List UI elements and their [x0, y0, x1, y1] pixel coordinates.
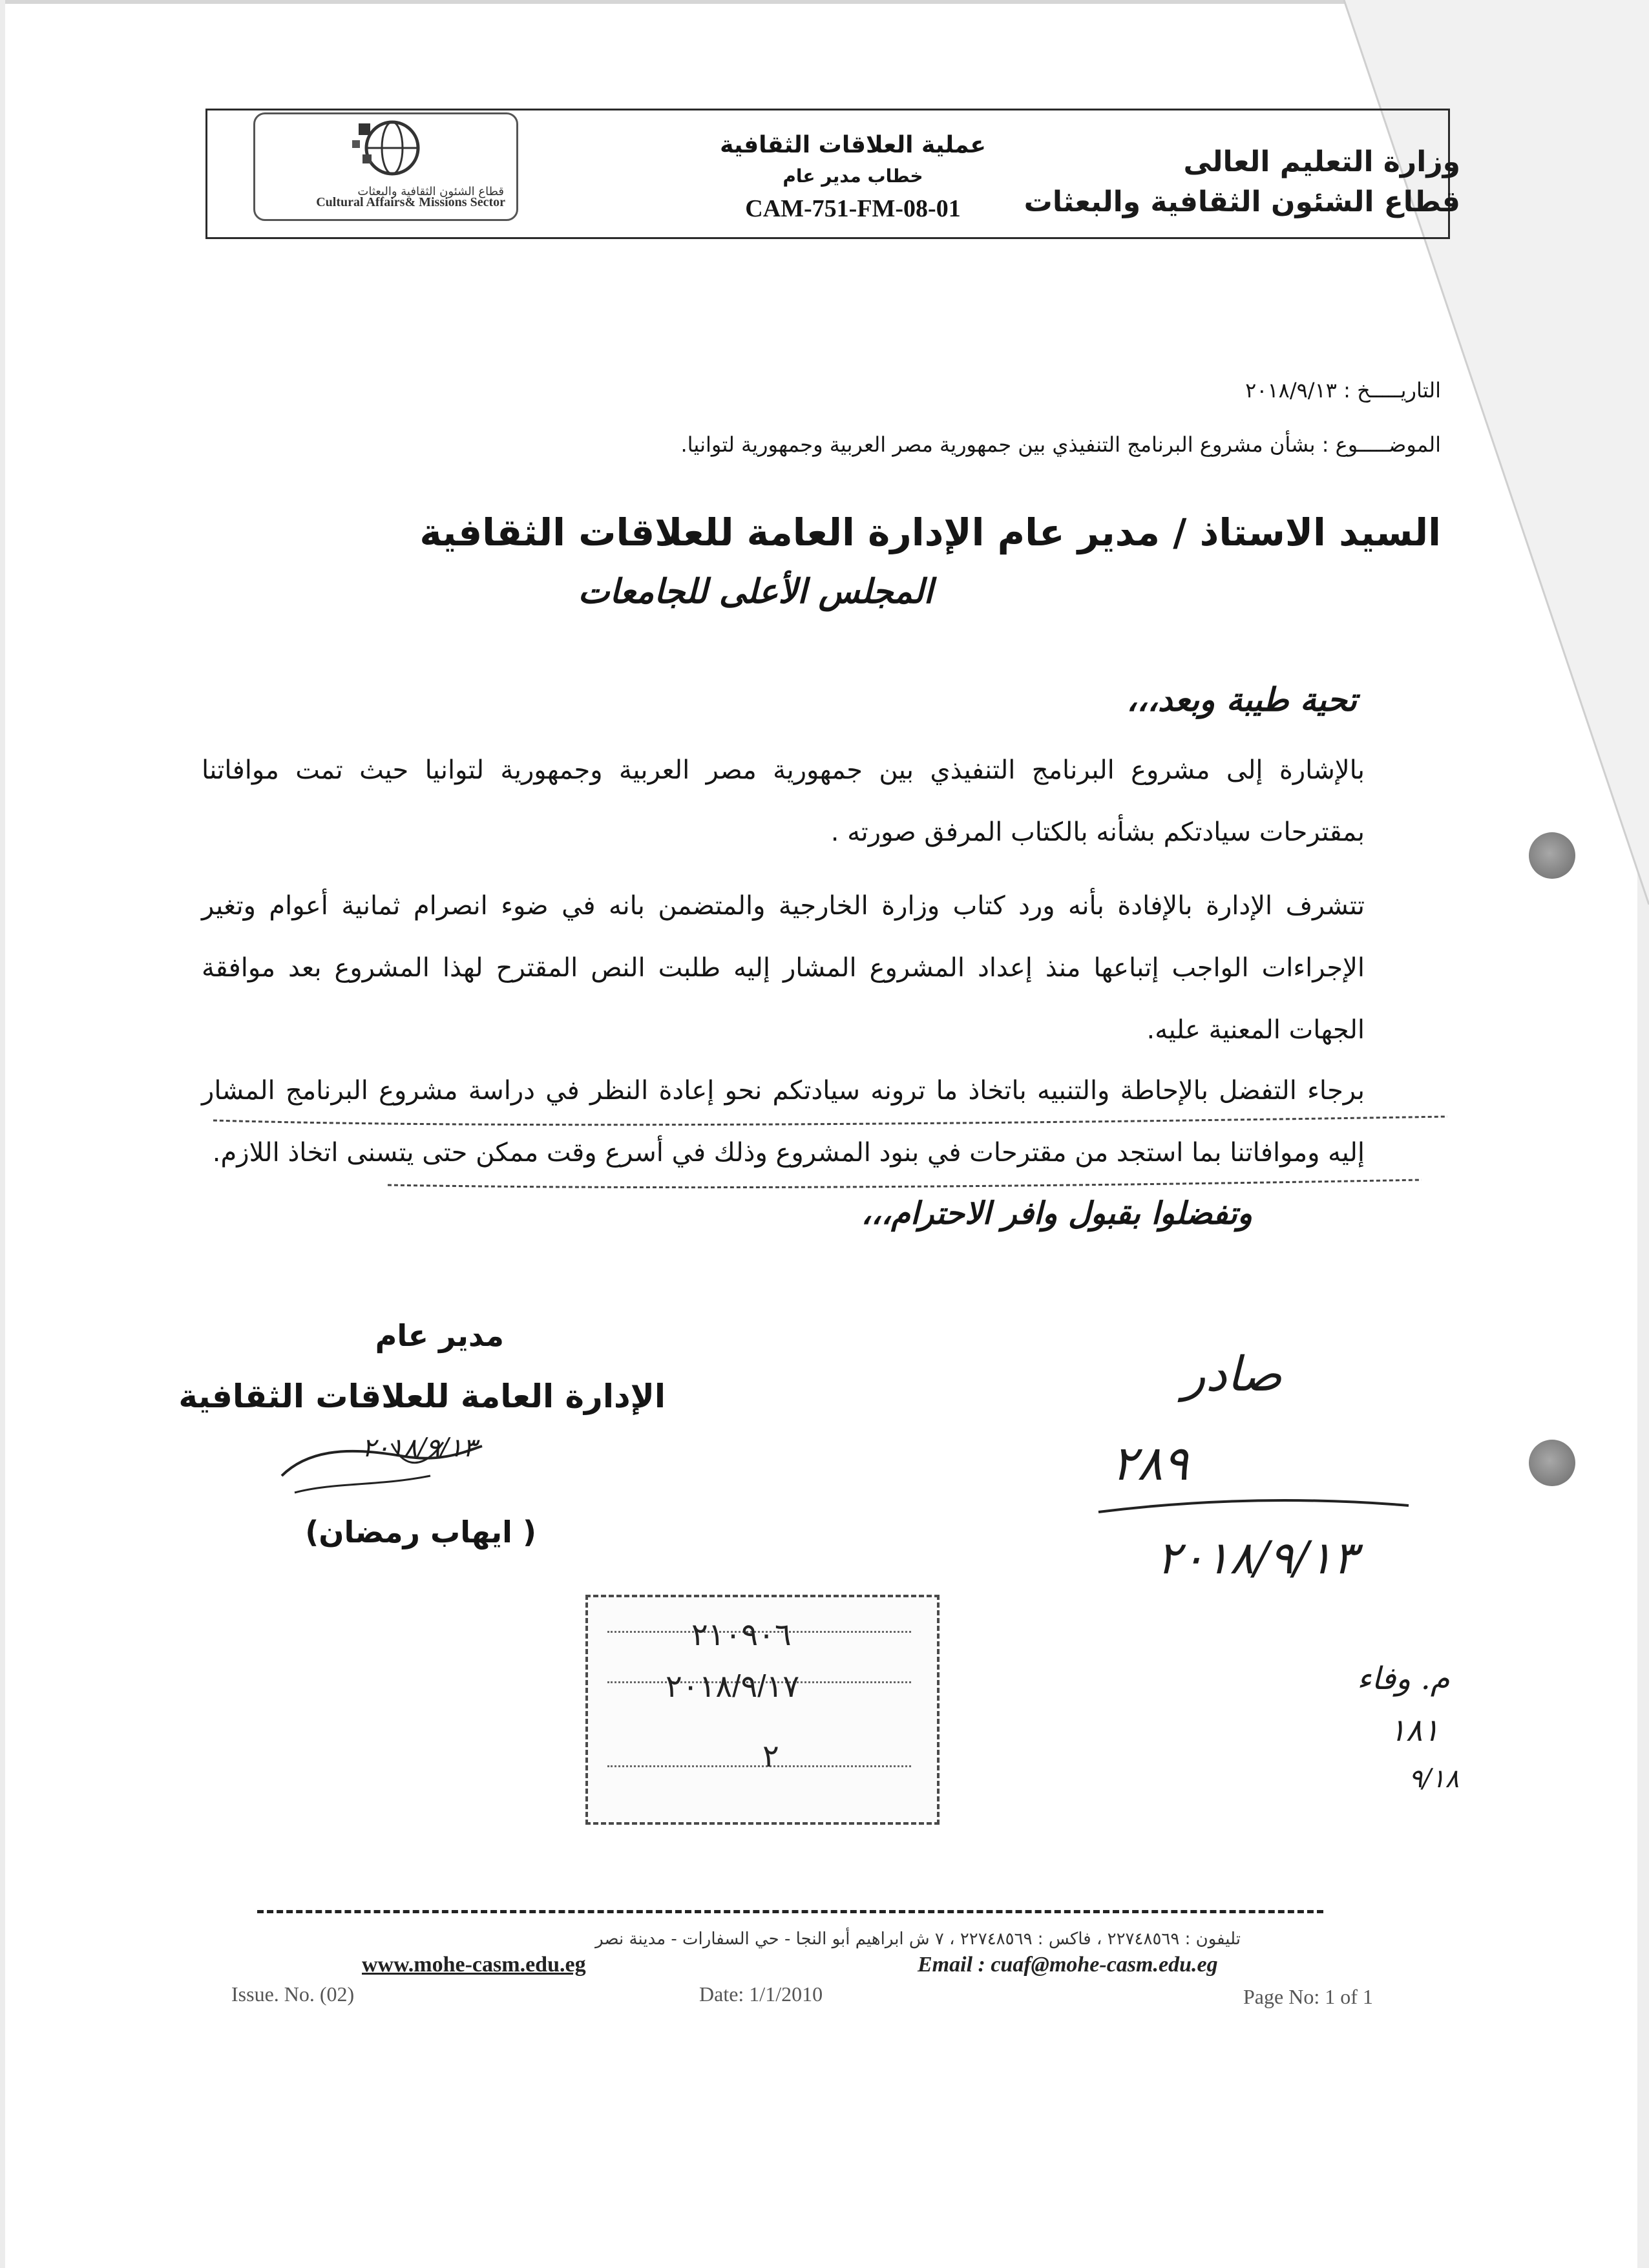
closing-salutation: وتفضلوا بقبول وافر الاحترام،،،	[861, 1195, 1252, 1232]
paragraph-2: تتشرف الإدارة بالإفادة بأنه ورد كتاب وزارة الخارجية والمتضمن بانه في ضوء انصرام ثمانية أعوام وتغير الإجراءات الواجب إتباعها منذ إعداد المشروع المشار إليه طلبت النص المقترح لهذا المشروع بعد موافقة الجهات المعنية عليه.	[202, 891, 1365, 1045]
date-line	[1245, 376, 1441, 404]
footer-issue-number: Issue. No. (02)	[231, 1982, 355, 2006]
signatory-title: مدير عام	[375, 1318, 504, 1353]
punch-hole-bottom	[1529, 1440, 1575, 1486]
ministry-header	[1024, 142, 1460, 222]
scan-edge-left	[0, 0, 5, 2268]
handwritten-side-note-1: م. وفاء	[1357, 1661, 1450, 1697]
greeting: تحية طيبة وبعد،،،	[1126, 681, 1357, 719]
handwritten-note-date: ٢٠١٨/٩/١٣	[1157, 1531, 1358, 1584]
footer-email[interactable]: Email : cuaf@mohe-casm.edu.eg	[918, 1953, 1218, 1977]
stamp-entry-1: ٢١٠٩٠٦	[691, 1618, 792, 1652]
date-value: ٢٠١٨/٩/١٣	[1245, 378, 1337, 403]
ministry-name: وزارة التعليم العالى	[1183, 145, 1460, 178]
registry-stamp	[585, 1595, 940, 1825]
signature-date: ٢٠١٨/٩/١٣	[362, 1433, 477, 1463]
footer-page-number: Page No: 1 of 1	[1243, 1985, 1373, 2008]
subject-value: بشأن مشروع البرنامج التنفيذي بين جمهورية مصر العربية وجمهورية لتوانيا.	[680, 432, 1316, 457]
operation-title: عملية العلاقات الثقافية	[720, 132, 986, 158]
pen-underline-marks	[194, 1108, 1460, 1204]
signatory-name: ( ايهاب رمضان)	[305, 1515, 536, 1549]
handwritten-note-number: ٢٨٩	[1111, 1436, 1189, 1491]
stamp-rule-3	[607, 1765, 911, 1767]
paragraph-3: برجاء التفضل بالإحاطة والتنبيه باتخاذ ما ترونه سيادتكم نحو إعادة النظر في دراسة مشروع البرنامج المشار إليه وموافاتنا بما استجد من مقترحات في بنود المشروع وذلك في أسرع وقت ممكن حتى يتسنى اتخاذ اللازم.	[202, 1076, 1365, 1168]
recipient-council: المجلس الأعلى للجامعات	[578, 572, 933, 611]
logo-text-english: Cultural Affairs& Missions Sector	[316, 195, 505, 209]
subject-label: الموضـــــوع :	[1321, 432, 1441, 457]
handwritten-rule	[1092, 1486, 1415, 1525]
paragraph-1: بالإشارة إلى مشروع البرنامج التنفيذي بين جمهورية مصر العربية وجمهورية لتوانيا حيث تمت موافاتنا بمقترحات سيادتكم بشأنه بالكتاب المرفق صورته .	[202, 755, 1365, 847]
date-label: التاريـــــخ :	[1343, 378, 1441, 403]
globe-logo-icon	[255, 114, 516, 192]
sector-name: قطاع الشئون الثقافية والبعثات	[1024, 185, 1460, 218]
handwritten-side-note-3: ٩/١٨	[1409, 1764, 1459, 1794]
handwritten-note-label: صادر	[1182, 1347, 1283, 1402]
stamp-entry-2: ٢٠١٨/٩/١٧	[666, 1670, 800, 1704]
handwritten-side-note-2: ١٨١	[1389, 1712, 1440, 1748]
subject-line	[681, 430, 1442, 459]
signatory-department: الإدارة العامة للعلاقات الثقافية	[178, 1378, 666, 1415]
operation-block	[685, 129, 1021, 226]
footer-website-link[interactable]: www.mohe-casm.edu.eg	[362, 1953, 586, 1977]
footer-contact: تليفون : ٢٢٧٤٨٥٦٩ ، فاكس : ٢٢٧٤٨٥٦٩ ، ٧ ش ابراهيم أبو النجا - حي السفارات - مدينة نصر	[595, 1929, 1241, 1949]
footer-issue-date: Date: 1/1/2010	[699, 1982, 823, 2006]
footer-divider	[257, 1910, 1323, 1913]
form-code: CAM-751-FM-08-01	[745, 195, 961, 222]
logo-text-arabic: قطاع الشئون الثقافية والبعثات	[357, 185, 504, 198]
recipient-title: السيد الاستاذ / مدير عام الإدارة العامة للعلاقات الثقافية	[419, 510, 1441, 554]
stamp-entry-3: ٢	[762, 1739, 779, 1774]
operation-subtitle: خطاب مدير عام	[782, 165, 923, 187]
punch-hole-top	[1529, 832, 1575, 879]
